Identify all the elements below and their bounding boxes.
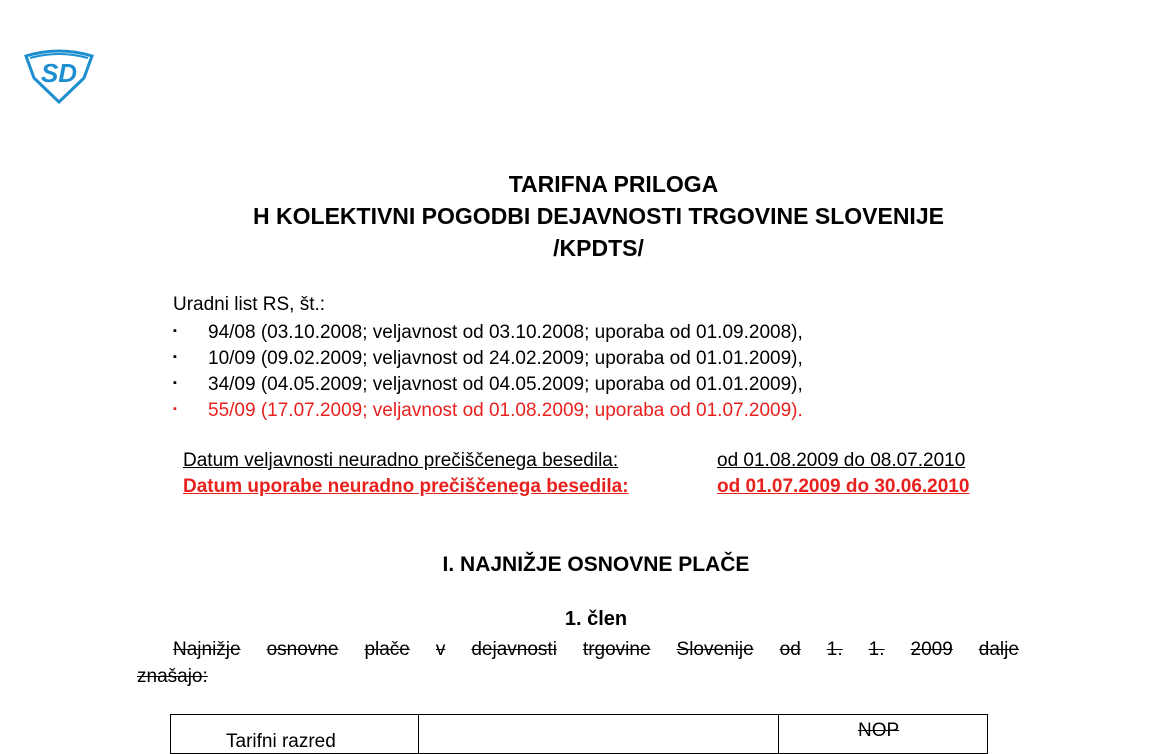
paragraph-word: Najnižje: [173, 639, 241, 660]
document-subtitle: H KOLEKTIVNI POGODBI DEJAVNOSTI TRGOVINE SLOVENIJE: [253, 203, 944, 229]
wage-table: [170, 714, 988, 754]
bullet-icon: ▪: [173, 325, 177, 337]
svg-text:SD: SD: [40, 58, 78, 88]
paragraph-word: Slovenije: [676, 639, 754, 660]
section-title: I. NAJNIŽJE OSNOVNE PLAČE: [442, 553, 750, 576]
use-date-label: Datum uporabe neuradno prečiščenega besedila:: [183, 476, 629, 497]
bullet-icon: ▪: [173, 403, 177, 415]
paragraph-word: dejavnosti: [471, 639, 557, 660]
union-logo-icon: [22, 48, 96, 104]
gazette-heading: Uradni list RS, št.:: [173, 294, 326, 315]
gazette-item: ▪ 94/08 (03.10.2008; veljavnost od 03.10.2008; uporaba od 01.09.2008),: [173, 320, 803, 346]
gazette-item: ▪ 34/09 (04.05.2009; veljavnost od 04.05.2009; uporaba od 01.01.2009),: [173, 372, 803, 398]
bullet-icon: ▪: [173, 377, 177, 389]
validity-date-value: od 01.08.2009 do 08.07.2010: [717, 450, 966, 471]
paragraph-word: plače: [364, 639, 410, 660]
paragraph-word: od: [779, 639, 801, 660]
table-header-cell: [418, 715, 779, 753]
document-title: TARIFNA PRILOGA: [508, 171, 719, 197]
document-abbreviation: /KPDTS/: [553, 235, 644, 261]
table-header-cell: [171, 715, 419, 753]
date-values: [717, 448, 969, 500]
paragraph-word: osnovne: [266, 639, 339, 660]
nop-header: NOP: [858, 720, 900, 741]
gazette-item: ▪ 10/09 (09.02.2009; veljavnost od 24.02.2009; uporaba od 01.01.2009),: [173, 346, 803, 372]
paragraph-line-2: znašajo:: [137, 666, 208, 687]
date-labels: [183, 448, 629, 500]
tariff-class-header: Tarifni razred: [226, 731, 336, 752]
bullet-icon: ▪: [173, 351, 177, 363]
validity-date-label: Datum veljavnosti neuradno prečiščenega besedila:: [183, 450, 619, 471]
paragraph-word: 1.: [826, 639, 843, 660]
paragraph-word: trgovine: [582, 639, 651, 660]
paragraph-line-1: [137, 636, 1019, 663]
paragraph-word: 2009: [910, 639, 953, 660]
paragraph-word: v: [435, 639, 446, 660]
article-paragraph: [137, 636, 1019, 690]
gazette-item-current: ▪ 55/09 (17.07.2009; veljavnost od 01.08.2009; uporaba od 01.07.2009).: [173, 398, 803, 424]
paragraph-word: dalje: [978, 639, 1019, 660]
gazette-list: [173, 320, 803, 424]
paragraph-word: 1.: [868, 639, 885, 660]
use-date-value: od 01.07.2009 do 30.06.2010: [717, 476, 970, 497]
article-title: 1. člen: [564, 608, 628, 630]
